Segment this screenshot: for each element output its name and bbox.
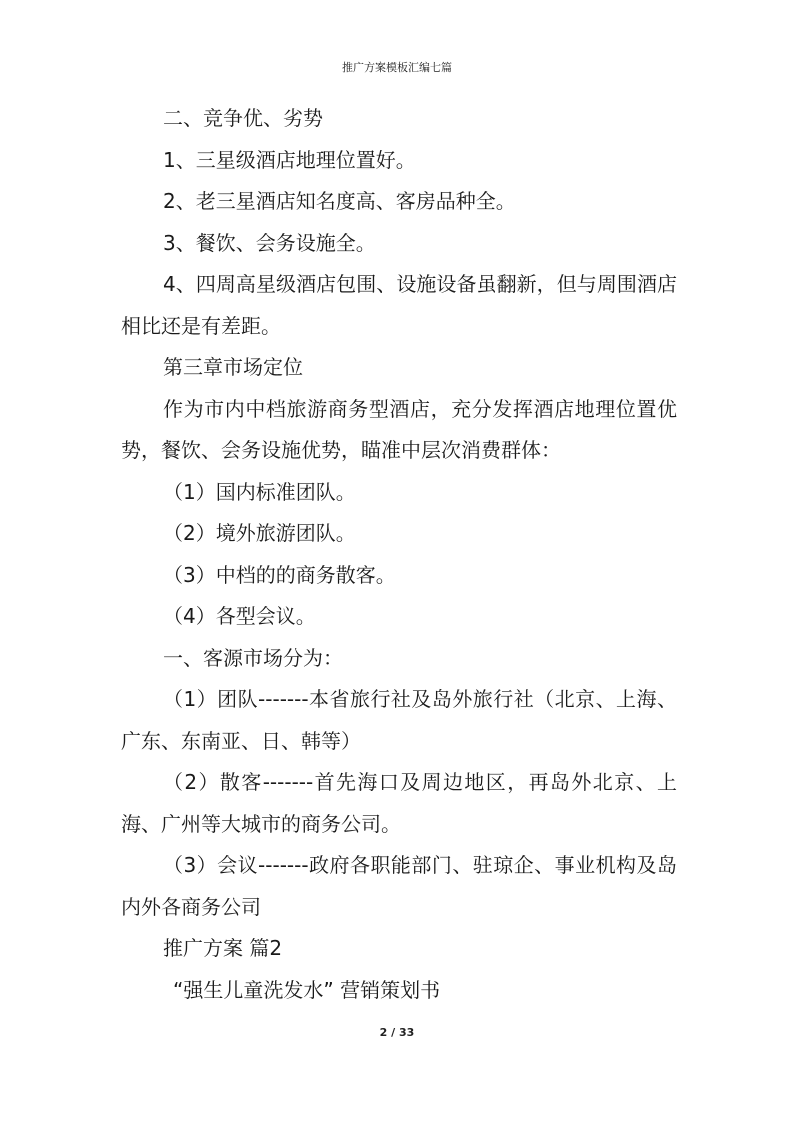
- list-item: 1、三星级酒店地理位置好。: [163, 147, 416, 172]
- running-header: 推广方案模板汇编七篇: [342, 61, 452, 74]
- chapter-heading-market-positioning: 第三章市场定位: [163, 355, 303, 379]
- section-heading-competition: 二、竞争优、劣势: [163, 106, 323, 130]
- page-number: 2 / 33: [379, 1026, 415, 1039]
- list-item: （2）境外旅游团队。: [163, 521, 356, 545]
- article-subtitle: “强生儿童洗发水” 营销策划书: [173, 977, 441, 1002]
- body-paragraph: 作为市内中档旅游商务型酒店，充分发挥酒店地理位置优势，餐饮、会务设施优势，瞄准中层次消费群体：: [121, 396, 677, 462]
- list-item: （4）各型会议。: [163, 604, 316, 628]
- list-item: （3）会议-------政府各职能部门、驻琼企、事业机构及岛内外各商务公司: [121, 853, 677, 919]
- list-item: （1）国内标准团队。: [163, 479, 356, 504]
- section-heading-source-market: 一、客源市场分为：: [163, 645, 343, 670]
- list-item: （3）中档的的商务散客。: [163, 562, 396, 587]
- document-body: [121, 98, 677, 1011]
- list-item: 2、老三星酒店知名度高、客房品种全。: [163, 189, 516, 213]
- list-item: （1）团队-------本省旅行社及岛外旅行社（北京、上海、广东、东南亚、日、韩等）: [121, 687, 677, 753]
- list-item: 3、餐饮、会务设施全。: [163, 230, 376, 255]
- list-item: （2）散客-------首先海口及周边地区，再岛外北京、上海、广州等大城市的商务公司。: [121, 770, 677, 836]
- list-item: 4、四周高星级酒店包围、设施设备虽翻新，但与周围酒店相比还是有差距。: [121, 272, 677, 338]
- article-heading: 推广方案 篇2: [163, 936, 283, 960]
